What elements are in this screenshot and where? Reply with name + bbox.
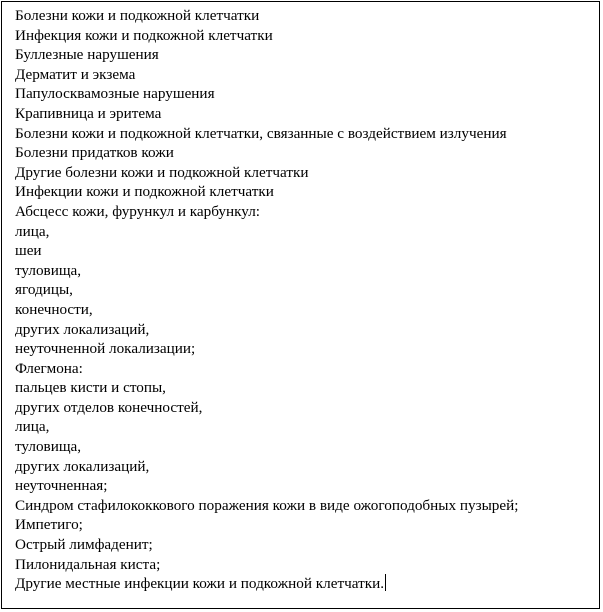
document-line: конечности, [15, 300, 93, 318]
document-line: лица, [15, 418, 50, 436]
document-line: Импетиго; [15, 516, 83, 534]
document-line-last [15, 574, 599, 594]
document-line: Острый лимфаденит; [15, 536, 153, 554]
document-line: Крапивница и эритема [15, 104, 162, 122]
document-line: других локализаций, [15, 457, 150, 475]
document-line: Пилонидальная киста; [15, 555, 161, 573]
document-text-area[interactable] [1, 1, 600, 609]
document-line: туловища, [15, 438, 82, 456]
document-line: шеи [15, 242, 42, 260]
document-line: туловища, [15, 261, 82, 279]
document-line: Папулосквамозные нарушения [15, 85, 215, 103]
document-line: ягодицы, [15, 281, 73, 299]
document-line: Синдром стафилококкового поражения кожи в виде ожогоподобных пузырей; [15, 496, 519, 514]
document-line: других отделов конечностей, [15, 398, 203, 416]
document-line: Флегмона: [15, 359, 83, 377]
document-line: лица, [15, 222, 50, 240]
document-line: неуточненной локализации; [15, 340, 196, 358]
document-line: Инфекция кожи и подкожной клетчатки [15, 26, 273, 44]
document-line: Абсцесс кожи, фурункул и карбункул: [15, 202, 261, 220]
document-line: пальцев кисти и стопы, [15, 379, 166, 397]
document-line: Болезни кожи и подкожной клетчатки, связанные с воздействием излучения [15, 124, 507, 142]
text-cursor [385, 574, 386, 591]
document-lines [2, 2, 599, 594]
document-line: Другие болезни кожи и подкожной клетчатки [15, 163, 309, 181]
document-line: неуточненная; [15, 477, 108, 495]
document-line: Буллезные нарушения [15, 46, 159, 64]
document-line: Дерматит и экзема [15, 65, 136, 83]
last-line-text: Другие местные инфекции кожи и подкожной клетчатки. [15, 575, 385, 593]
document-line: других локализаций, [15, 320, 150, 338]
document-line: Болезни кожи и подкожной клетчатки [15, 7, 260, 24]
document-line: Болезни придатков кожи [15, 144, 174, 162]
document-line: Инфекции кожи и подкожной клетчатки [15, 183, 274, 201]
